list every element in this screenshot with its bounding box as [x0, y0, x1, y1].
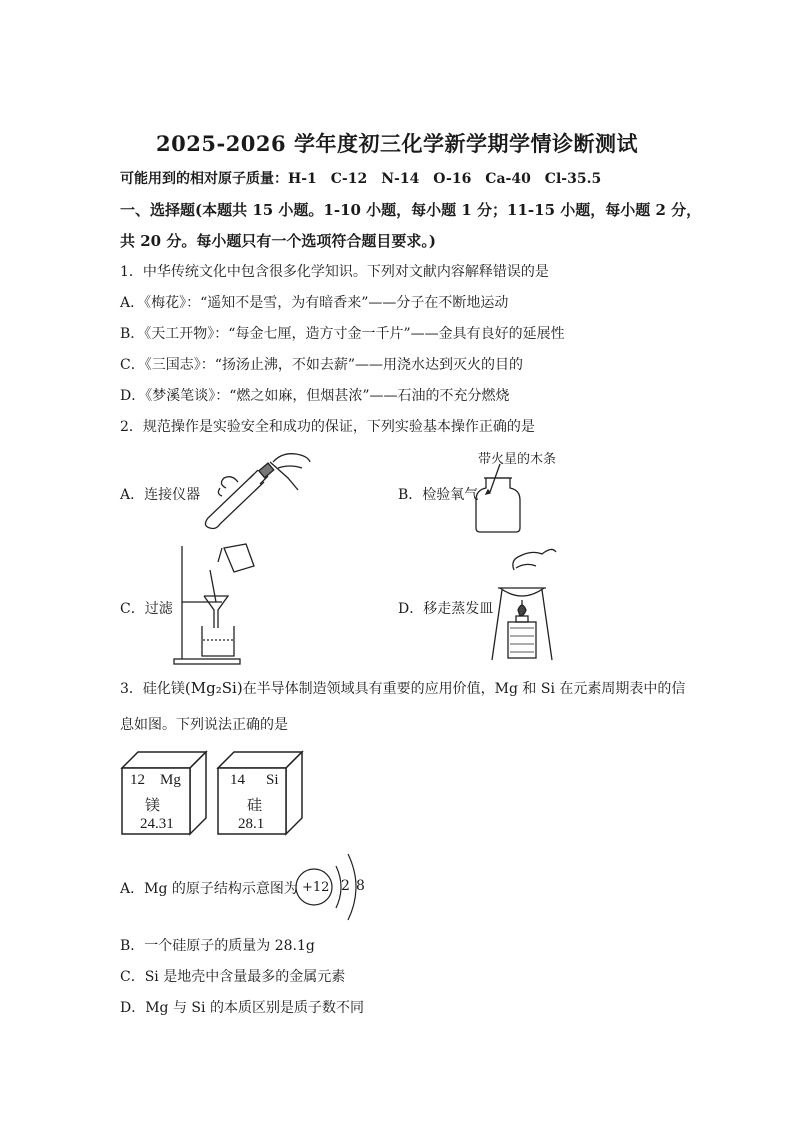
si-atomic-number: 14: [230, 772, 245, 788]
mg-shell2-electrons: 8: [356, 878, 365, 894]
si-name: 硅: [247, 796, 263, 814]
mg-mass: 24.31: [140, 816, 174, 832]
page-title: 2025-2026 学年度初三化学新学期学情诊断测试: [156, 131, 638, 156]
evaporating-dish-figure: [486, 544, 561, 664]
q1-option-a: A．《梅花》：“遥知不是雪，为有暗香来”——分子在不断地运动: [120, 295, 509, 311]
q1-option-d: D．《梦溪笔谈》：“燃之如麻，但烟甚浓”——石油的不充分燃烧: [120, 388, 510, 404]
section-heading-line1: 一、选择题(本题共 15 小题。1-10 小题，每小题 1 分；11-15 小题，每小题 2 分，: [120, 201, 702, 219]
mg-symbol: Mg: [160, 772, 181, 788]
mg-shell1-electrons: 2: [341, 878, 350, 894]
q3-stem-line1: [120, 678, 685, 698]
oxygen-test-figure: [470, 464, 530, 534]
q3-stem-part2: 在半导体制造领域具有重要的应用价值，Mg 和 Si 在元素周期表中的信: [242, 681, 686, 697]
q1-option-c: C．《三国志》：“扬汤止沸，不如去薪”——用浇水达到灭火的目的: [120, 357, 524, 373]
q3-option-c: C．Si 是地壳中含量最多的金属元素: [120, 969, 346, 985]
q1-stem: 1．中华传统文化中包含很多化学知识。下列对文献内容解释错误的是: [120, 264, 549, 280]
q2-b-caption: 带火星的木条: [478, 452, 557, 467]
section-heading-line2: 共 20 分。每小题只有一个选项符合题目要求。): [120, 232, 436, 250]
q2-option-b: B．检验氧气: [398, 487, 479, 503]
mg-nucleus-charge: +12: [302, 880, 330, 895]
q3-option-b: B．一个硅原子的质量为 28.1g: [120, 938, 315, 954]
q3-stem-line2: 息如图。下列说法正确的是: [120, 717, 288, 733]
q3-option-a: A．Mg 的原子结构示意图为: [120, 881, 298, 897]
q3-formula: (Mg₂Si): [184, 679, 243, 697]
q3-option-d: D．Mg 与 Si 的本质区别是质子数不同: [120, 1000, 364, 1016]
q2-option-d: D．移走蒸发皿: [398, 601, 494, 617]
atomic-mass-line: 可能用到的相对原子质量：H-1 C-12 N-14 O-16 Ca-40 Cl-35.5: [120, 171, 602, 187]
connect-apparatus-figure: [198, 448, 313, 530]
mg-name: 镁: [145, 796, 161, 814]
q2-stem: 2．规范操作是实验安全和成功的保证，下列实验基本操作正确的是: [120, 419, 535, 435]
q1-option-b: B．《天工开物》：“每金七厘，造方寸金一千片”——金具有良好的延展性: [120, 326, 565, 342]
filtration-figure: [172, 544, 262, 666]
mg-atomic-number: 12: [130, 772, 145, 788]
si-mass: 28.1: [238, 816, 265, 832]
q2-option-a: A．连接仪器: [120, 487, 201, 503]
si-symbol: Si: [266, 772, 279, 788]
q2-option-c: C．过滤: [120, 601, 173, 617]
q3-stem-part1: 3．硅化镁: [120, 681, 185, 697]
